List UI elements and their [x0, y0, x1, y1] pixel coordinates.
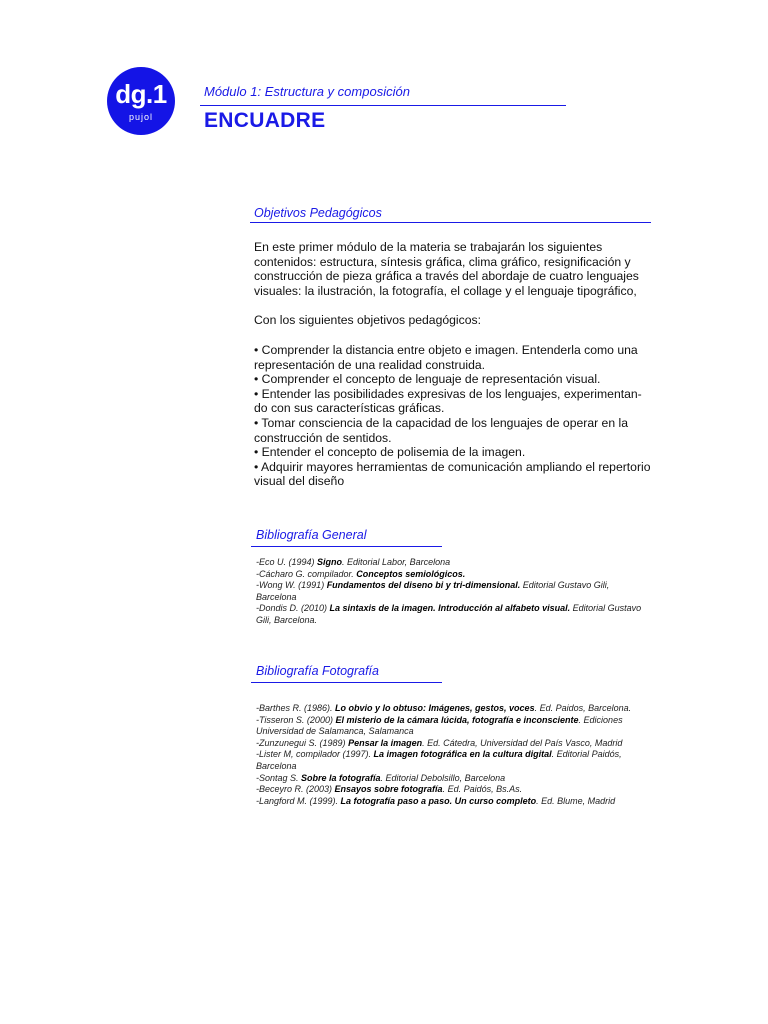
list-item: • Tomar consciencia de la capacidad de los lenguajes de operar en la construcción de sentidos. — [254, 415, 628, 445]
objetivos-rule — [250, 222, 651, 223]
list-item: -Wong W. (1991) Fundamentos del diseno bi y tri-dimensional. Editorial Gustavo Gili, Barcelona — [256, 580, 610, 602]
list-item: -Lister M, compilador (1997). La imagen fotográfica en la cultura digital. Editorial Paidós, Barcelona — [256, 749, 622, 771]
list-item: -Cácharo G. compilador. Conceptos semiológicos. — [256, 568, 466, 579]
objetivos-lead: Con los siguientes objetivos pedagógicos: — [254, 313, 481, 328]
list-item: -Zunzunegui S. (1989) Pensar la imagen. Ed. Cátedra, Universidad del País Vasco, Madrid — [256, 737, 623, 748]
bib-general-list — [256, 557, 646, 627]
objetivos-heading: Objetivos Pedagógicos — [254, 206, 382, 220]
list-item: -Tisseron S. (2000) El misterio de la cámara lúcida, fotografía e inconsciente. Ediciones Universidad de Salamanca, Salamanca — [256, 714, 623, 737]
objetivos-body — [254, 240, 654, 489]
objetivos-intro: En este primer módulo de la materia se trabajarán los siguientes contenidos: estructura, síntesis gráfica, clima gráfico, resignificación y construcción de pieza gráfica a través del abordaje de cuatro lenguajes visuales: la ilustración, la fotografía, el collage y el lenguaje tipográfico, — [254, 240, 639, 298]
header-rule — [200, 105, 566, 106]
bib-foto-rule — [251, 682, 442, 683]
list-item: • Comprender la distancia entre objeto e imagen. Entenderla como una representación de una realidad construida. — [254, 342, 638, 372]
list-item: -Beceyro R. (2003) Ensayos sobre fotografía. Ed. Paidós, Bs.As. — [256, 784, 523, 795]
logo-sub-text: pujol — [128, 112, 153, 122]
course-logo — [107, 67, 175, 135]
list-item: -Langford M. (1999). La fotografía paso a paso. Un curso completo. Ed. Blume, Madrid — [256, 795, 616, 806]
logo-main-text: dg.1 — [115, 79, 167, 109]
bib-foto-list — [256, 703, 646, 807]
bib-general-rule — [251, 546, 442, 547]
list-item: • Entender las posibilidades expresivas de los lenguajes, experimentan- do con sus características gráficas. — [254, 386, 642, 416]
list-item: -Dondis D. (2010) La sintaxis de la imagen. Introducción al alfabeto visual. Editorial Gustavo Gili, Barcelona. — [256, 603, 642, 625]
objetivos-list — [254, 343, 654, 489]
bib-foto-heading: Bibliografía Fotografía — [256, 664, 379, 678]
list-item: • Adquirir mayores herramientas de comunicación ampliando el repertorio visual del diseño — [254, 459, 651, 489]
list-item: -Eco U. (1994) Signo. Editorial Labor, Barcelona — [256, 557, 451, 567]
list-item: • Comprender el concepto de lenguaje de representación visual. — [254, 372, 601, 387]
page-title: ENCUADRE — [204, 109, 326, 132]
module-subtitle: Módulo 1: Estructura y composición — [204, 84, 410, 99]
bib-general-heading: Bibliografía General — [256, 528, 367, 542]
list-item: -Sontag S. Sobre la fotografía. Editorial Debolsillo, Barcelona — [256, 772, 506, 783]
list-item: -Barthes R. (1986). Lo obvio y lo obtuso: Imágenes, gestos, voces. Ed. Paidos, Barcelona. — [256, 703, 632, 713]
list-item: • Entender el concepto de polisemia de la imagen. — [254, 445, 526, 460]
